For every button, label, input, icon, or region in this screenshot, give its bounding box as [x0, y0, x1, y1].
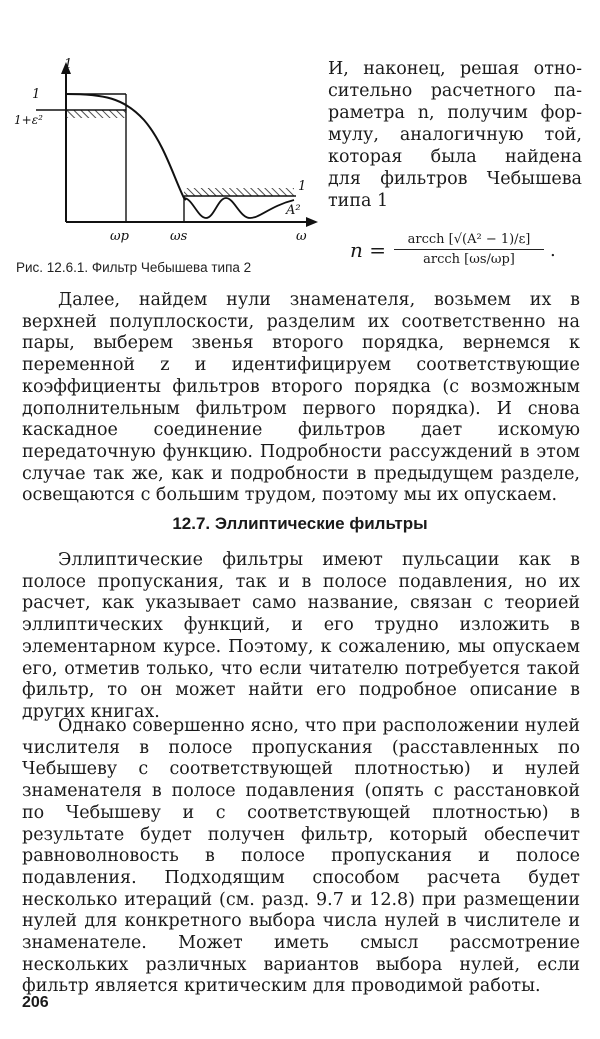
- formula-end: .: [550, 240, 556, 261]
- section-heading: 12.7. Эллиптические фильтры: [172, 514, 428, 533]
- chebyshev-type2-plot: [14, 58, 326, 258]
- x-label-ws: ωs: [170, 229, 188, 244]
- y-label-top: 1: [64, 57, 73, 72]
- formula: [350, 232, 590, 274]
- right-label-bottom: A²: [286, 203, 301, 218]
- formula-lhs: n =: [350, 238, 386, 262]
- x-axis-arrow: [306, 217, 318, 227]
- formula-numerator: arcch [√(A² − 1)/ε]: [394, 232, 544, 250]
- stopband-ripples: [184, 198, 294, 218]
- x-label-w: ω: [296, 229, 307, 244]
- paragraph-1: Далее, найдем нули знаменателя, возьмем их в верхней полуплоскости, разделим их соответственно на пары, выберем звенья второго порядка, вернемся к переменной z и идентифицируем соответствующие коэффициенты фильтров второго порядка (с возможным дополнительным фильтром первого порядка). И снова каскадное соединение фильтров дает искомую передаточную функцию. Подробности рассуждений в этом случае так же, как и подробности в предыдущем разделе, освещаются с большим трудом, поэтому мы их опускаем.: [22, 290, 580, 506]
- figure-caption: Рис. 12.6.1. Фильтр Чебышева типа 2: [16, 260, 252, 275]
- paragraph-2: Эллиптические фильтры имеют пульсации как в полосе пропускания, так и в полосе подавления, но их расчет, как указывает само название, связан с теорией эллиптических функций, и его трудно изложить в элементарном курсе. Поэтому, к сожалению, мы опускаем его, отметив только, что если читателю потребуется такой фильтр, то он может найти его подробное описание в других книгах.: [22, 550, 580, 722]
- page-number: 206: [22, 994, 49, 1011]
- passband-hatch: [66, 110, 126, 118]
- intro-line: раметра n, получим фор-: [328, 103, 582, 123]
- y-label-left-den: 1+ε²: [14, 113, 43, 127]
- formula-denominator: arcch [ωs/ωp]: [423, 252, 515, 267]
- intro-text: [328, 58, 582, 212]
- intro-line: типа 1: [328, 191, 389, 211]
- intro-line: мулу, аналогичную той,: [328, 125, 582, 145]
- intro-line: И, наконец, решая отно-: [328, 59, 582, 79]
- right-label-top: 1: [298, 179, 307, 194]
- intro-line: сительно расчетного па-: [328, 81, 582, 101]
- intro-line: для фильтров Чебышева: [328, 169, 582, 189]
- formula-fraction: [394, 232, 544, 267]
- stopband-hatch: [184, 188, 294, 196]
- x-label-wp: ωp: [110, 229, 129, 244]
- paragraph-3: Однако совершенно ясно, что при расположении нулей числителя в полосе пропускания (расставленных по Чебышеву с соответствующей плотностью) и нулей знаменателя в полосе подавления (опять с расстановкой по Чебышеву и с соответствующей плотностью) в результате будет получен фильтр, который обеспечит равноволновость в полосе пропускания и полосе подавления. Подходящим способом расчета будет несколько итераций (см. разд. 9.7 и 12.8) при размещении нулей для конкретного выбора числа нулей в числителе и знаменателе. Может иметь смысл рассмотрение нескольких различных вариантов выбора нулей, если фильтр является критическим для проводимой работы.: [22, 716, 580, 997]
- intro-line: которая была найдена: [328, 147, 582, 167]
- filter-figure: [14, 58, 326, 290]
- y-label-left-num: 1: [32, 87, 41, 102]
